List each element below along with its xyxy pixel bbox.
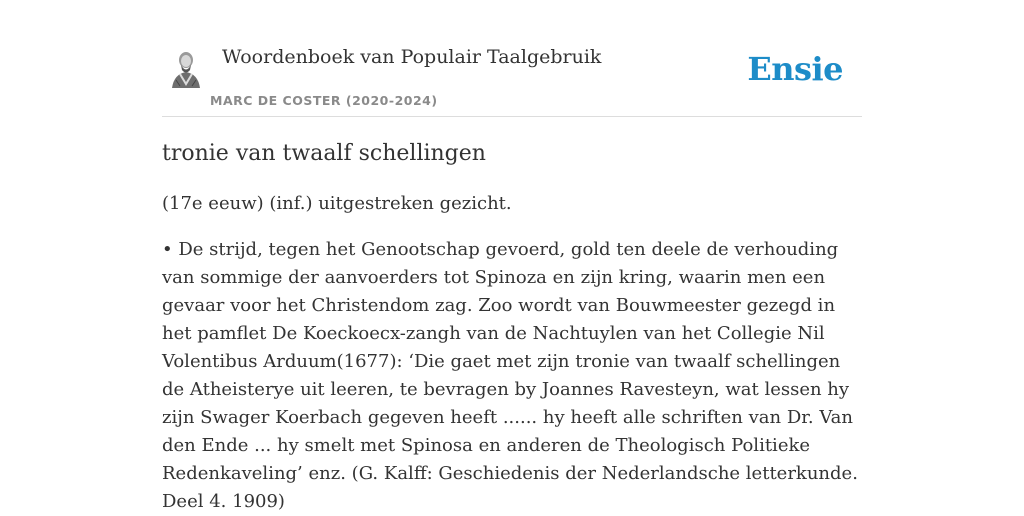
author-name[interactable]: MARC DE COSTER (2020-2024)	[210, 93, 438, 108]
dictionary-title[interactable]: Woordenboek van Populair Taalgebruik	[222, 46, 602, 68]
author-portrait-icon	[168, 50, 204, 90]
site-header	[162, 38, 862, 117]
entry-title: tronie van twaalf schellingen	[162, 141, 486, 166]
entry-definition: (17e eeuw) (inf.) uitgestreken gezicht.	[162, 193, 512, 214]
entry-example: • De strijd, tegen het Genootschap gevoerd, gold ten deele de verhouding van sommige der aanvoerders tot Spinoza en zijn kring, waarin men een gevaar voor het Christendom zag. Zoo wordt van Bouwmeester gezegd in het pamflet De Koeckoecx-zangh van de Nachtuylen van het Collegie Nil Volentibus Arduum(1677): ‘Die gaet met zijn tronie van twaalf schellingen de Atheisterye uit leeren, te bevragen by Joannes Ravesteyn, wat lessen hy zijn Swager Koerbach gegeven heeft ...... hy heeft alle schriften van Dr. Van den Ende ... hy smelt met Spinosa en anderen de Theologisch Politieke Redenkaveling’ enz. (G. Kalff: Geschiedenis der Nederlandsche letterkunde. Deel 4. 1909)	[162, 239, 858, 512]
brand-logo-link[interactable]: Ensie	[747, 50, 843, 88]
entry-content	[162, 138, 862, 516]
